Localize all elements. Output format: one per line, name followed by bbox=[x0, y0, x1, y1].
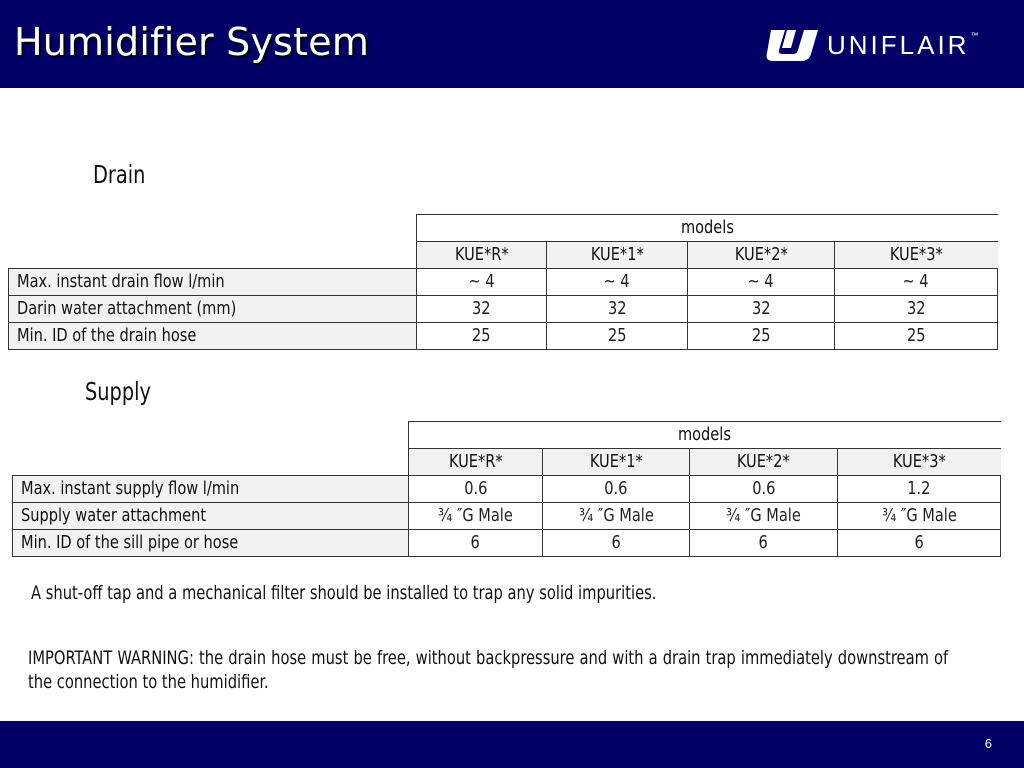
models-header: models bbox=[409, 422, 1001, 449]
model-header-cell: KUE*1* bbox=[543, 449, 690, 476]
table-cell: 32 bbox=[547, 296, 688, 323]
table-header-row bbox=[9, 215, 998, 242]
table-cell: 25 bbox=[547, 323, 688, 350]
table-cell: 0.6 bbox=[543, 476, 690, 503]
supply-table bbox=[12, 421, 1001, 557]
footer-bar bbox=[0, 721, 1024, 768]
model-header-cell: KUE*3* bbox=[838, 449, 1001, 476]
model-header-cell: KUE*R* bbox=[417, 242, 547, 269]
table-row bbox=[13, 476, 1001, 503]
empty-corner-cell bbox=[9, 242, 417, 269]
table-cell: 6 bbox=[409, 530, 543, 557]
table-row bbox=[9, 269, 998, 296]
table-cell: 32 bbox=[417, 296, 547, 323]
row-label: Supply water attachment bbox=[13, 503, 409, 530]
supply-heading: Supply bbox=[85, 377, 151, 406]
table-row bbox=[9, 323, 998, 350]
table-row bbox=[13, 530, 1001, 557]
table-cell: ¾ ″G Male bbox=[690, 503, 838, 530]
logo-wordmark: UNIFLAIR bbox=[827, 30, 970, 60]
filter-note: A shut-off tap and a mechanical filter should be installed to trap any solid impurities. bbox=[31, 582, 657, 604]
logo-trademark: ™ bbox=[970, 30, 979, 40]
table-cell: 6 bbox=[543, 530, 690, 557]
slide-title: Humidifier System bbox=[14, 20, 370, 64]
empty-corner-cell bbox=[13, 422, 409, 449]
model-header-cell: KUE*1* bbox=[547, 242, 688, 269]
table-cell: ~ 4 bbox=[547, 269, 688, 296]
table-header-row bbox=[13, 422, 1001, 449]
table-cell: 6 bbox=[838, 530, 1001, 557]
warning-note: IMPORTANT WARNING: the drain hose must be free, without backpressure and with a drain trap immediately downstream of the connection to the humidifier. bbox=[28, 647, 949, 693]
row-label: Min. ID of the sill pipe or hose bbox=[13, 530, 409, 557]
model-header-cell: KUE*R* bbox=[409, 449, 543, 476]
models-header: models bbox=[417, 215, 998, 242]
model-header-cell: KUE*2* bbox=[688, 242, 835, 269]
model-header-cell: KUE*2* bbox=[690, 449, 838, 476]
empty-corner-cell bbox=[9, 215, 417, 242]
uniflair-u-icon bbox=[763, 28, 821, 62]
table-cell: 25 bbox=[688, 323, 835, 350]
table-cell: ¾ ″G Male bbox=[543, 503, 690, 530]
table-cell: 25 bbox=[835, 323, 998, 350]
table-model-row bbox=[13, 449, 1001, 476]
drain-heading: Drain bbox=[93, 160, 146, 189]
drain-table bbox=[8, 214, 998, 350]
table-model-row bbox=[9, 242, 998, 269]
table-cell: ~ 4 bbox=[688, 269, 835, 296]
row-label: Max. instant drain flow l/min bbox=[9, 269, 417, 296]
row-label: Darin water attachment (mm) bbox=[9, 296, 417, 323]
page-number: 6 bbox=[984, 736, 992, 751]
table-cell: 32 bbox=[835, 296, 998, 323]
table-cell: 6 bbox=[690, 530, 838, 557]
table-cell: 0.6 bbox=[409, 476, 543, 503]
row-label: Max. instant supply flow l/min bbox=[13, 476, 409, 503]
empty-corner-cell bbox=[13, 449, 409, 476]
row-label: Min. ID of the drain hose bbox=[9, 323, 417, 350]
table-cell: 25 bbox=[417, 323, 547, 350]
table-cell: 1.2 bbox=[838, 476, 1001, 503]
model-header-cell: KUE*3* bbox=[835, 242, 998, 269]
uniflair-logo bbox=[763, 28, 978, 62]
table-row bbox=[9, 296, 998, 323]
header-bar bbox=[0, 0, 1024, 88]
table-cell: ~ 4 bbox=[417, 269, 547, 296]
table-cell: ~ 4 bbox=[835, 269, 998, 296]
table-cell: 32 bbox=[688, 296, 835, 323]
table-cell: ¾ ″G Male bbox=[838, 503, 1001, 530]
table-cell: 0.6 bbox=[690, 476, 838, 503]
table-row bbox=[13, 503, 1001, 530]
table-cell: ¾ ″G Male bbox=[409, 503, 543, 530]
